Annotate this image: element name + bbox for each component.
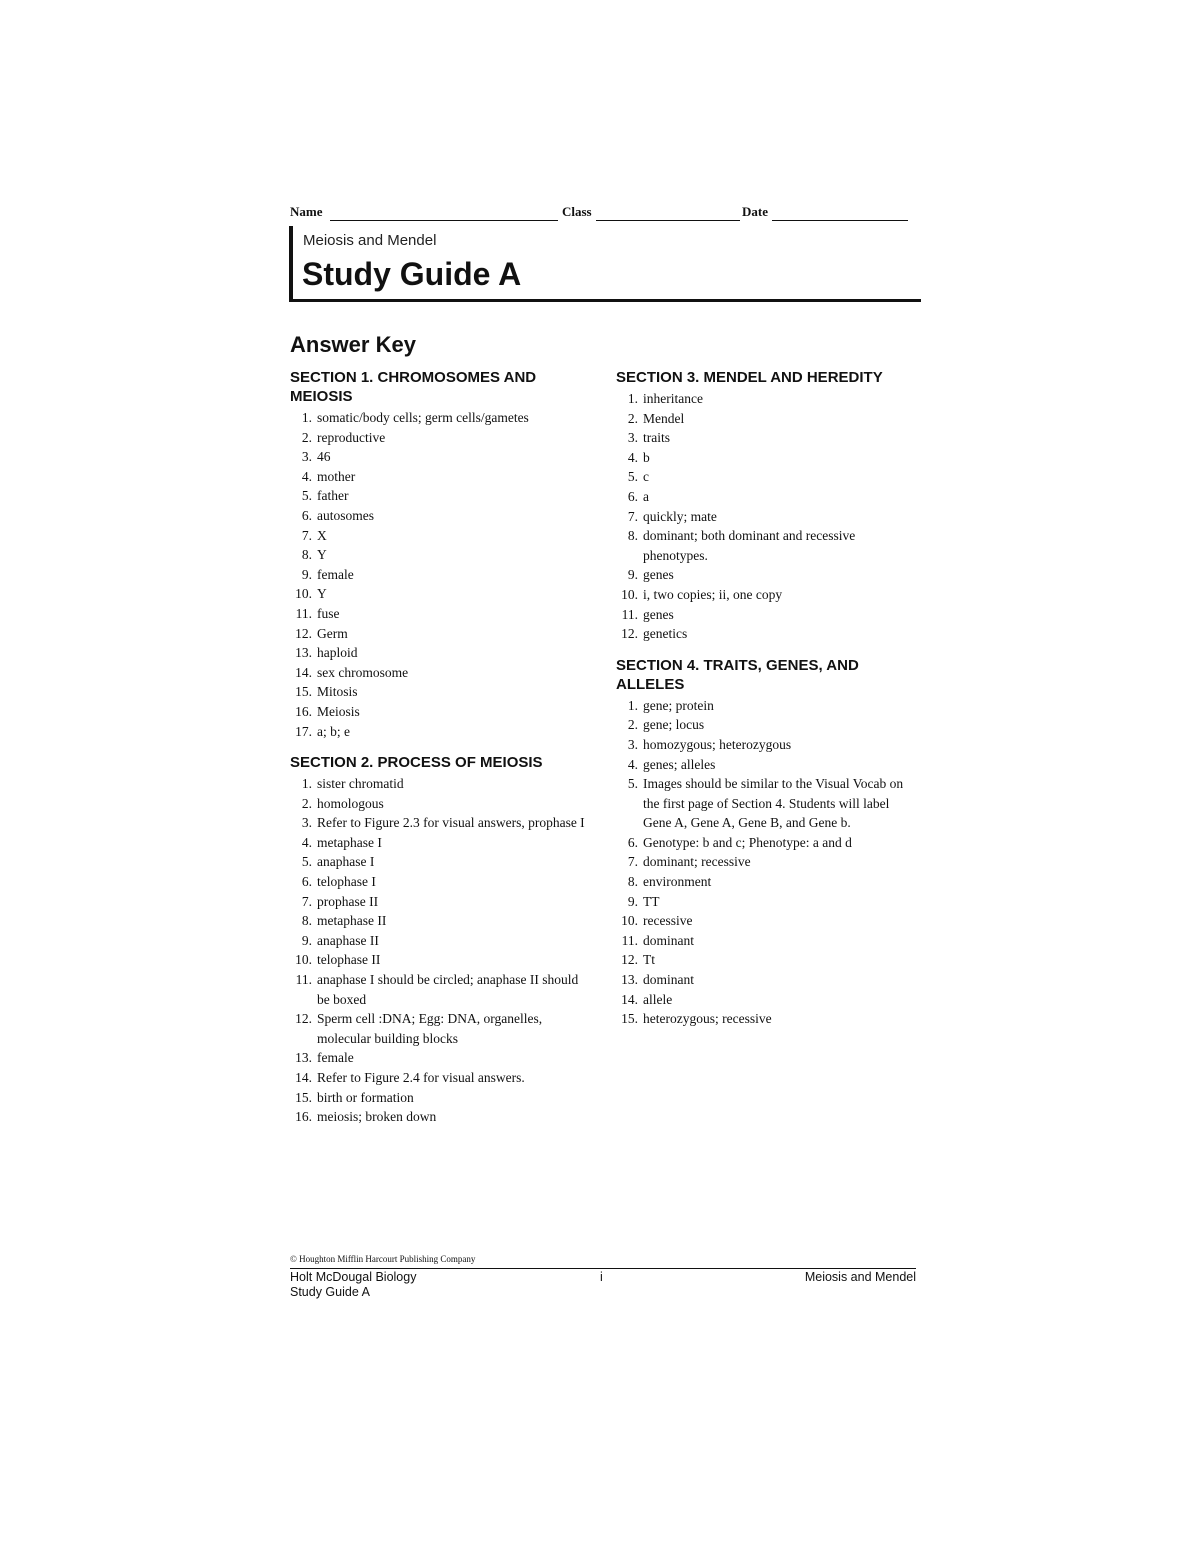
answer-text: inheritance (643, 391, 703, 406)
answer-item (616, 696, 916, 716)
answer-item (290, 774, 590, 794)
answer-number: 7. (301, 893, 312, 909)
answer-number: 14. (621, 991, 638, 1007)
answer-number: 12. (295, 625, 312, 641)
answer-text: somatic/body cells; germ cells/gametes (317, 410, 529, 425)
answer-number: 4. (301, 834, 312, 850)
answer-number: 15. (295, 1089, 312, 1105)
answer-item (290, 526, 590, 546)
answer-number: 13. (621, 972, 638, 988)
answer-number: 11. (621, 932, 638, 948)
answer-list (290, 408, 590, 741)
answer-number: 15. (621, 1011, 638, 1027)
footer-book: Holt McDougal Biology (290, 1270, 417, 1284)
answer-item (616, 585, 916, 605)
answer-number: 3. (627, 736, 638, 752)
answer-number: 8. (301, 547, 312, 563)
answer-text: a (643, 488, 649, 504)
answer-number: 11. (295, 605, 312, 621)
answer-text: anaphase I (317, 854, 375, 870)
answer-item (290, 794, 590, 814)
right-column (616, 368, 916, 1029)
answer-text: birth or formation (317, 1089, 414, 1105)
answer-text: b (643, 449, 650, 465)
answer-number: 4. (627, 756, 638, 772)
answer-text: father (317, 488, 349, 504)
answer-text: Refer to Figure 2.3 for visual answers, prophase I (317, 815, 585, 831)
answer-number: 6. (627, 834, 638, 850)
answer-number: 2. (301, 429, 312, 445)
answer-item (290, 911, 590, 931)
class-blank (596, 220, 740, 221)
answer-text: homologous (317, 795, 384, 811)
answer-number: 8. (301, 913, 312, 929)
answer-number: 1. (627, 391, 638, 406)
answer-text: traits (643, 430, 670, 446)
answer-item (290, 970, 590, 1009)
answer-item (616, 774, 916, 833)
answer-text: environment (643, 874, 712, 890)
section-heading: SECTION 4. TRAITS, GENES, AND ALLELES (616, 656, 859, 693)
answer-text: gene; protein (643, 697, 714, 713)
answer-item (290, 584, 590, 604)
answer-text: Y (317, 586, 327, 602)
answer-text: dominant; both dominant and recessive phenotypes. (643, 528, 856, 563)
answer-number: 9. (301, 932, 312, 948)
answer-text: a; b; e (317, 723, 350, 739)
answer-item (616, 389, 916, 409)
answer-item (616, 409, 916, 429)
answer-text: fuse (317, 605, 340, 621)
name-label: Name (290, 204, 323, 219)
answer-number: 5. (627, 776, 638, 792)
answer-text: c (643, 469, 649, 485)
answer-item (616, 715, 916, 735)
answer-text: 46 (317, 449, 331, 465)
footer-rule (290, 1268, 916, 1269)
page-number: i (600, 1270, 603, 1284)
answer-item (290, 852, 590, 872)
answer-item (616, 892, 916, 912)
header-fields (290, 204, 918, 224)
copyright: © Houghton Mifflin Harcourt Publishing Company (290, 1254, 476, 1264)
section-gap (290, 741, 590, 753)
section-heading: SECTION 2. PROCESS OF MEIOSIS (290, 754, 543, 772)
answer-number: 9. (627, 893, 638, 909)
answer-text: sex chromosome (317, 664, 409, 680)
answer-list (616, 389, 916, 644)
section-gap (616, 644, 916, 656)
answer-item (290, 624, 590, 644)
answer-item (616, 487, 916, 507)
answer-number: 10. (621, 913, 638, 929)
answer-item (290, 702, 590, 722)
answer-item (290, 486, 590, 506)
answer-item (290, 1088, 590, 1108)
answer-number: 5. (627, 469, 638, 485)
answer-number: 12. (295, 1011, 312, 1027)
answer-text: autosomes (317, 507, 374, 523)
answer-item (290, 604, 590, 624)
answer-list (616, 696, 916, 1029)
answer-number: 10. (621, 586, 638, 602)
answer-item (616, 833, 916, 853)
answer-number: 1. (301, 776, 312, 792)
answer-text: female (317, 1050, 354, 1066)
left-column (290, 368, 590, 1127)
answer-text: Refer to Figure 2.4 for visual answers. (317, 1070, 525, 1085)
answer-number: 9. (301, 566, 312, 582)
answer-text: telophase II (317, 952, 381, 968)
answer-number: 14. (295, 1070, 312, 1085)
title-block (289, 226, 921, 302)
answer-number: 12. (621, 626, 638, 642)
date-blank (772, 220, 908, 221)
answer-number: 6. (301, 874, 312, 890)
answer-item (290, 872, 590, 892)
answer-text: Mendel (643, 410, 685, 426)
answer-item (290, 1009, 590, 1048)
answer-number: 2. (301, 795, 312, 811)
answer-item (290, 813, 590, 833)
answer-text: prophase II (317, 893, 379, 909)
answer-item (616, 428, 916, 448)
name-blank (330, 220, 558, 221)
answer-number: 6. (627, 488, 638, 504)
answer-text: sister chromatid (317, 776, 404, 792)
answer-number: 11. (295, 972, 312, 988)
answer-text: Y (317, 547, 327, 563)
answer-text: Germ (317, 625, 348, 641)
answer-item (616, 990, 916, 1010)
answer-text: genetics (643, 626, 688, 642)
answer-text: homozygous; heterozygous (643, 736, 792, 752)
chapter-title: Meiosis and Mendel (303, 232, 437, 249)
answer-text: genes; alleles (643, 756, 716, 772)
section-heading: SECTION 1. CHROMOSOMES AND MEIOSIS (290, 369, 537, 405)
answer-number: 15. (295, 684, 312, 700)
answer-text: Tt (643, 952, 655, 968)
answer-text: Meiosis (317, 703, 360, 719)
answer-list (290, 774, 590, 1127)
footer-chapter: Meiosis and Mendel (804, 1270, 916, 1284)
answer-item (616, 872, 916, 892)
guide-title: Study Guide A (302, 256, 522, 292)
answer-item (290, 643, 590, 663)
answer-number: 14. (295, 664, 312, 680)
answer-key-heading: Answer Key (290, 332, 416, 357)
answer-number: 10. (295, 586, 312, 602)
answer-item (290, 1068, 590, 1088)
answer-number: 13. (295, 645, 312, 661)
answer-item (616, 507, 916, 527)
answer-text: dominant (643, 932, 694, 948)
answer-number: 5. (301, 488, 312, 504)
answer-text: genes (643, 606, 674, 622)
answer-item (616, 605, 916, 625)
answer-text: allele (643, 991, 673, 1007)
answer-item (616, 735, 916, 755)
answer-text: dominant; recessive (643, 854, 751, 870)
answer-text: quickly; mate (643, 508, 717, 524)
answer-number: 4. (627, 449, 638, 465)
answer-item (616, 624, 916, 644)
answer-item (616, 852, 916, 872)
answer-text: dominant (643, 972, 694, 988)
answer-number: 5. (301, 854, 312, 870)
answer-text: gene; locus (643, 717, 705, 733)
answer-text: genes (643, 567, 674, 583)
answer-number: 2. (627, 410, 638, 426)
answer-number: 12. (621, 952, 638, 968)
answer-text: recessive (643, 913, 693, 929)
answer-item (290, 467, 590, 487)
answer-number: 2. (627, 717, 638, 733)
answer-number: 3. (301, 815, 312, 831)
answer-item (290, 682, 590, 702)
class-label: Class (562, 204, 592, 219)
answer-item (290, 892, 590, 912)
date-label: Date (742, 204, 768, 219)
footer-book-info (290, 1270, 416, 1300)
answer-number: 7. (627, 508, 638, 524)
answer-text: heterozygous; recessive (643, 1011, 772, 1027)
answer-number: 13. (295, 1050, 312, 1066)
answer-item (290, 1107, 590, 1127)
answer-item (616, 911, 916, 931)
answer-text: mother (317, 468, 356, 484)
answer-item (290, 565, 590, 585)
answer-number: 7. (301, 527, 312, 543)
answer-text: Images should be similar to the Visual Vocab on the first page of Section 4. Students will label Gene A, Gene A, Gene B, and Gene b. (643, 776, 904, 831)
answer-item (616, 448, 916, 468)
answer-number: 16. (295, 703, 312, 719)
answer-item (290, 1048, 590, 1068)
answer-item (616, 931, 916, 951)
answer-number: 16. (295, 1109, 312, 1125)
answer-item (290, 545, 590, 565)
answer-text: Genotype: b and c; Phenotype: a and d (643, 834, 852, 850)
answer-number: 1. (627, 697, 638, 713)
answer-item (616, 565, 916, 585)
answer-number: 8. (627, 528, 638, 544)
answer-number: 11. (621, 606, 638, 622)
answer-text: anaphase I should be circled; anaphase II should be boxed (317, 972, 579, 1007)
answer-item (616, 755, 916, 775)
answer-number: 9. (627, 567, 638, 583)
answer-item (290, 722, 590, 742)
answer-text: telophase I (317, 874, 376, 890)
answer-text: haploid (317, 645, 358, 661)
answer-text: metaphase II (317, 913, 387, 929)
answer-item (290, 428, 590, 448)
answer-number: 7. (627, 854, 638, 870)
answer-number: 8. (627, 874, 638, 890)
answer-item (290, 408, 590, 428)
answer-item (290, 931, 590, 951)
answer-item (290, 447, 590, 467)
answer-number: 4. (301, 468, 312, 484)
answer-text: X (317, 527, 327, 543)
answer-item (616, 970, 916, 990)
answer-text: Sperm cell :DNA; Egg: DNA, organelles, molecular building blocks (317, 1011, 543, 1046)
answer-text: i, two copies; ii, one copy (643, 586, 783, 602)
answer-item (616, 526, 916, 565)
answer-item (616, 467, 916, 487)
answer-item (290, 663, 590, 683)
section-heading: SECTION 3. MENDEL AND HEREDITY (616, 369, 883, 386)
answer-number: 17. (295, 723, 312, 739)
answer-text: meiosis; broken down (317, 1109, 437, 1125)
answer-item (290, 950, 590, 970)
answer-number: 10. (295, 952, 312, 968)
answer-text: female (317, 566, 354, 582)
answer-item (616, 1009, 916, 1029)
answer-item (290, 506, 590, 526)
answer-number: 1. (301, 410, 312, 425)
answer-text: reproductive (317, 429, 386, 445)
answer-number: 3. (627, 430, 638, 446)
answer-text: anaphase II (317, 932, 379, 948)
answer-number: 6. (301, 507, 312, 523)
answer-text: Mitosis (317, 684, 358, 700)
answer-number: 3. (301, 449, 312, 465)
answer-item (290, 833, 590, 853)
answer-text: metaphase I (317, 834, 382, 850)
footer-guide: Study Guide A (290, 1285, 370, 1299)
answer-text: TT (643, 893, 660, 909)
answer-item (616, 950, 916, 970)
